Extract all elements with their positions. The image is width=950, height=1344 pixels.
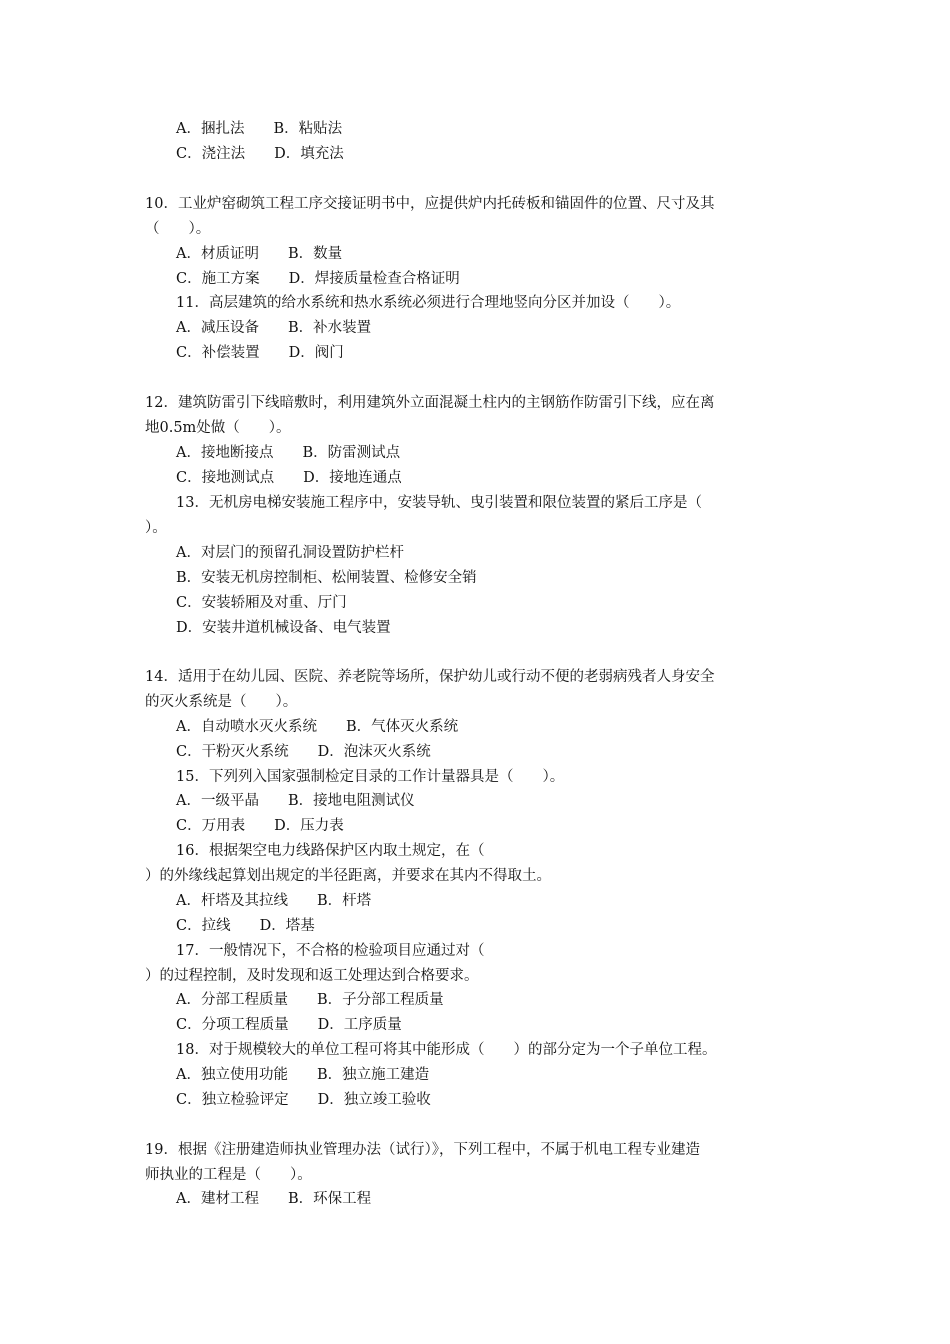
q10-stem-line1: 10．工业炉窑砌筑工程工序交接证明书中，应提供炉内托砖板和锚固件的位置、尺寸及其 [145,196,715,212]
q15-option-cd: C．万用表 D．压力表 [176,818,344,834]
q12-stem-line2: 地0.5m处做（ ）。 [145,420,291,436]
q18-option-cd: C．独立检验评定 D．独立竣工验收 [176,1092,431,1108]
q12-option-cd: C．接地测试点 D．接地连通点 [176,470,402,486]
q13-option-c: C．安装轿厢及对重、厅门 [176,595,347,611]
q9-option-cd: C．浇注法 D．填充法 [176,146,344,162]
q16-option-cd: C．拉线 D．塔基 [176,918,315,934]
q17-option-cd: C．分项工程质量 D．工序质量 [176,1017,402,1033]
q16-option-ab: A．杆塔及其拉线 B．杆塔 [176,893,372,909]
q16-stem-line1: 16．根据架空电力线路保护区内取土规定，在（ [176,843,485,859]
q13-stem-line2: ）。 [145,520,167,536]
q17-option-ab: A．分部工程质量 B．子分部工程质量 [176,992,444,1008]
q12-stem-line1: 12．建筑防雷引下线暗敷时，利用建筑外立面混凝土柱内的主钢筋作防雷引下线，应在离 [145,395,715,411]
q17-stem-line2: ）的过程控制，及时发现和返工处理达到合格要求。 [145,968,479,984]
q19-option-ab: A．建材工程 B．环保工程 [176,1191,372,1207]
q10-option-ab: A．材质证明 B．数量 [176,246,343,262]
q18-option-ab: A．独立使用功能 B．独立施工建造 [176,1067,430,1083]
q14-stem-line1: 14．适用于在幼儿园、医院、养老院等场所，保护幼儿或行动不便的老弱病残者人身安全 [145,669,715,685]
q10-option-cd: C．施工方案 D．焊接质量检查合格证明 [176,271,460,287]
q17-stem-line1: 17．一般情况下，不合格的检验项目应通过对（ [176,943,485,959]
q14-option-ab: A．自动喷水灭火系统 B．气体灭火系统 [176,719,459,735]
q9-option-ab: A．捆扎法 B．粘贴法 [176,121,343,137]
q13-option-d: D．安装井道机械设备、电气装置 [176,620,391,636]
q11-option-ab: A．减压设备 B．补水装置 [176,320,372,336]
q14-stem-line2: 的灭火系统是（ ）。 [145,694,298,710]
q13-option-b: B．安装无机房控制柜、松闸装置、检修安全销 [176,570,477,586]
q15-stem-line1: 15．下列列入国家强制检定目录的工作计量器具是（ ）。 [176,769,565,785]
q18-stem-line1: 18．对于规模较大的单位工程可将其中能形成（ ）的部分定为一个子单位工程。 [176,1042,717,1058]
q11-option-cd: C．补偿装置 D．阀门 [176,345,344,361]
q13-option-a: A．对层门的预留孔洞设置防护栏杆 [176,545,404,561]
q19-stem-line2: 师执业的工程是（ ）。 [145,1167,312,1183]
q11-stem-line1: 11．高层建筑的给水系统和热水系统必须进行合理地竖向分区并加设（ ）。 [176,295,681,311]
q19-stem-line1: 19．根据《注册建造师执业管理办法（试行）》，下列工程中，不属于机电工程专业建造 [145,1142,700,1158]
q10-stem-line2: （ ）。 [145,221,211,237]
q12-option-ab: A．接地断接点 B．防雷测试点 [176,445,401,461]
q14-option-cd: C．干粉灭火系统 D．泡沫灭火系统 [176,744,431,760]
q16-stem-line2: ）的外缘线起算划出规定的半径距离，并要求在其内不得取土。 [145,868,551,884]
q13-stem-line1: 13．无机房电梯安装施工程序中，安装导轨、曳引装置和限位装置的紧后工序是（ [176,495,702,511]
q15-option-ab: A．一级平晶 B．接地电阻测试仪 [176,793,415,809]
